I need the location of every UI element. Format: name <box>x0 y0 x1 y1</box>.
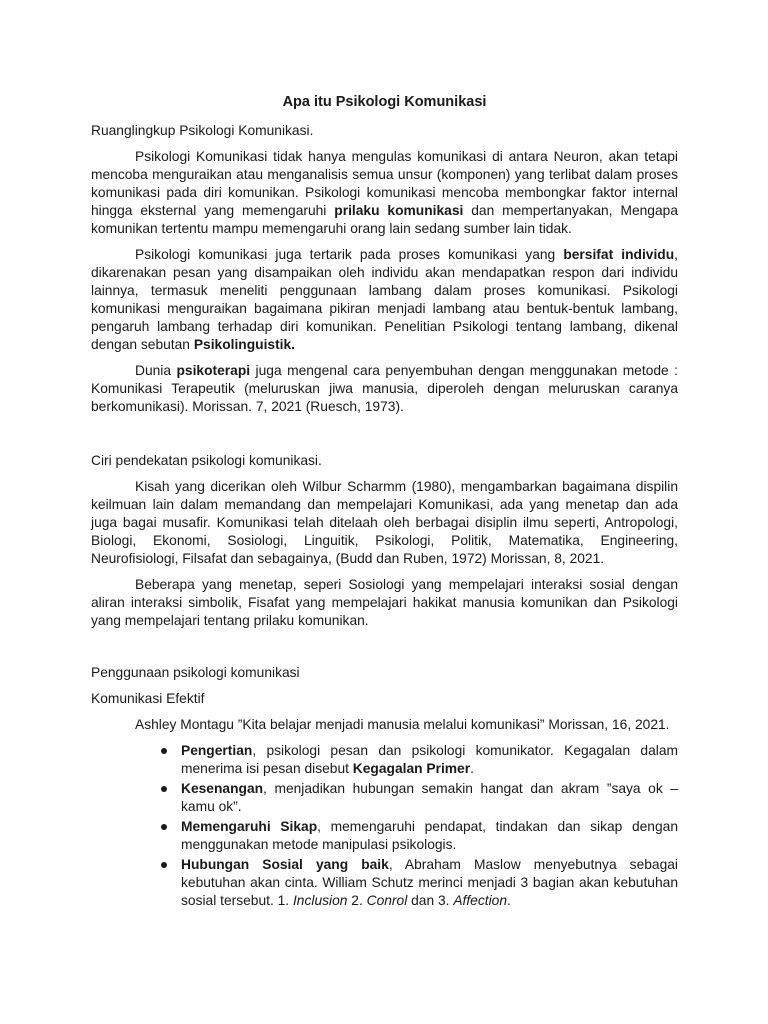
list-text: , Abraham Maslow menyebutnya sebagai kebutuhan akan cinta. William Schutz merinci menjadi 3 bagian akan kebutuhan sosial tersebut. 1. <box>181 857 678 908</box>
paragraph-text: Psikologi komunikasi juga tertarik pada proses komunikasi yang <box>135 247 564 262</box>
bold-term: Memengaruhi Sikap <box>181 819 318 834</box>
spacer <box>91 424 678 452</box>
list-text: . <box>470 761 474 776</box>
bold-term: Pengertian <box>181 743 253 758</box>
italic-term: Inclusion <box>292 893 348 908</box>
list-item <box>181 742 678 778</box>
bullet-icon <box>161 824 167 830</box>
list-text: . <box>507 893 511 908</box>
bold-term: Hubungan Sosial yang baik <box>181 857 389 872</box>
paragraph-text: , dikarenakan pesan yang disampaikan oleh individu akan mendapatkan respon dari individu lainnya, termasuk meneliti penggunaan lambang dalam proses komunikasi. Psikologi komunikasi menguraikan bagaimana pikiran menjadi lambang atau bentuk-bentuk lambang, pengaruh lambang terhadap diri komunikan. Penelitian Psikologi tentang lambang, dikenal dengan sebutan <box>91 247 678 352</box>
paragraph-text: dan mempertanyakan, Mengapa komunikan tertentu mampu memengaruhi orang lain sedang sumber lain tidak. <box>91 203 678 236</box>
italic-term: Affection <box>453 893 507 908</box>
list-text: dan 3. <box>407 893 454 908</box>
list-item <box>181 780 678 816</box>
quote-line: Ashley Montagu ”Kita belajar menjadi manusia melalui komunikasi” Morissan, 16, 2021. <box>135 717 670 732</box>
bullet-icon <box>161 862 167 868</box>
document-body <box>91 93 678 912</box>
list-item <box>181 856 678 910</box>
list-text: 2. <box>347 893 367 908</box>
paragraph-2 <box>91 246 678 354</box>
bold-term: Psikolinguistik. <box>193 337 296 352</box>
list-text: , memengaruhi pendapat, tindakan dan sikap dengan menggunakan metode manipulasi psikologis. <box>181 819 679 852</box>
section-heading-ciri: Ciri pendekatan psikologi komunikasi. <box>91 453 322 468</box>
section-heading-penggunaan: Penggunaan psikologi komunikasi <box>91 665 300 680</box>
paragraph-text: Psikologi Komunikasi tidak hanya mengulas komunikasi di antara Neuron, akan tetapi mencoba menguraikan atau menganalisis semua unsur (komponen) yang terlibat dalam proses komunikasi pada diri komunikan. Psikologi komunikasi mencoba membongkar faktor internal hingga eksternal yang memengaruhi <box>91 149 678 218</box>
document-title: Apa itu Psikologi Komunikasi <box>282 94 487 110</box>
paragraph-text: Dunia <box>135 363 177 378</box>
list-item <box>181 818 678 854</box>
subheading-komunikasi-efektif: Komunikasi Efektif <box>91 691 205 706</box>
bold-term: prilaku komunikasi <box>334 203 464 218</box>
italic-term: Conrol <box>366 893 408 908</box>
paragraph-5: Beberapa yang menetap, seperi Sosiologi yang mempelajari interaksi sosial dengan aliran interaksi simbolik, Fisafat yang mempelajari hakikat manusia komunikan dan Psikologi yang mempelajari tentang prilaku komunikan. <box>91 577 678 628</box>
paragraph-1 <box>91 148 678 238</box>
bold-term: Kesenangan <box>181 781 264 796</box>
paragraph-3 <box>91 362 678 416</box>
paragraph-text: juga mengenal cara penyembuhan dengan menggunakan metode : Komunikasi Terapeutik (meluruskan jiwa manusia, diperoleh dengan meluruskan caranya berkomunikasi). Morissan. 7, 2021 (Ruesch, 1973). <box>91 363 678 414</box>
bullet-icon <box>161 748 167 754</box>
bullet-icon <box>161 786 167 792</box>
spacer <box>91 638 678 664</box>
bold-term: psikoterapi <box>176 363 251 378</box>
bold-term: Kegagalan Primer <box>352 761 471 776</box>
list-text: , psikologi pesan dan psikologi komunikator. Kegagalan dalam menerima isi pesan disebut <box>181 743 678 776</box>
bold-term: bersifat individu <box>563 247 675 262</box>
paragraph-4: Kisah yang dicerikan oleh Wilbur Scharmm (1980), mengambarkan bagaimana dispilin keilmuan lain dalam memandang dan mempelajari Komunikasi, ada yang menetap dan ada juga bagai musafir. Komunikasi telah ditelaah oleh berbagai disiplin ilmu seperti, Antropologi, Biologi, Ekonomi, Sosiologi, Linguitik, Psikologi, Politik, Matematika, Engineering, Neurofisiologi, Filsafat dan sebagainya, (Budd dan Ruben, 1972) Morissan, 8, 2021. <box>91 479 678 566</box>
list-text: , menjadikan hubungan semakin hangat dan akram ”saya ok – kamu ok”. <box>181 781 678 814</box>
section-heading-ruanglingkup: Ruanglingkup Psikologi Komunikasi. <box>91 123 314 138</box>
bullet-list <box>91 742 678 910</box>
